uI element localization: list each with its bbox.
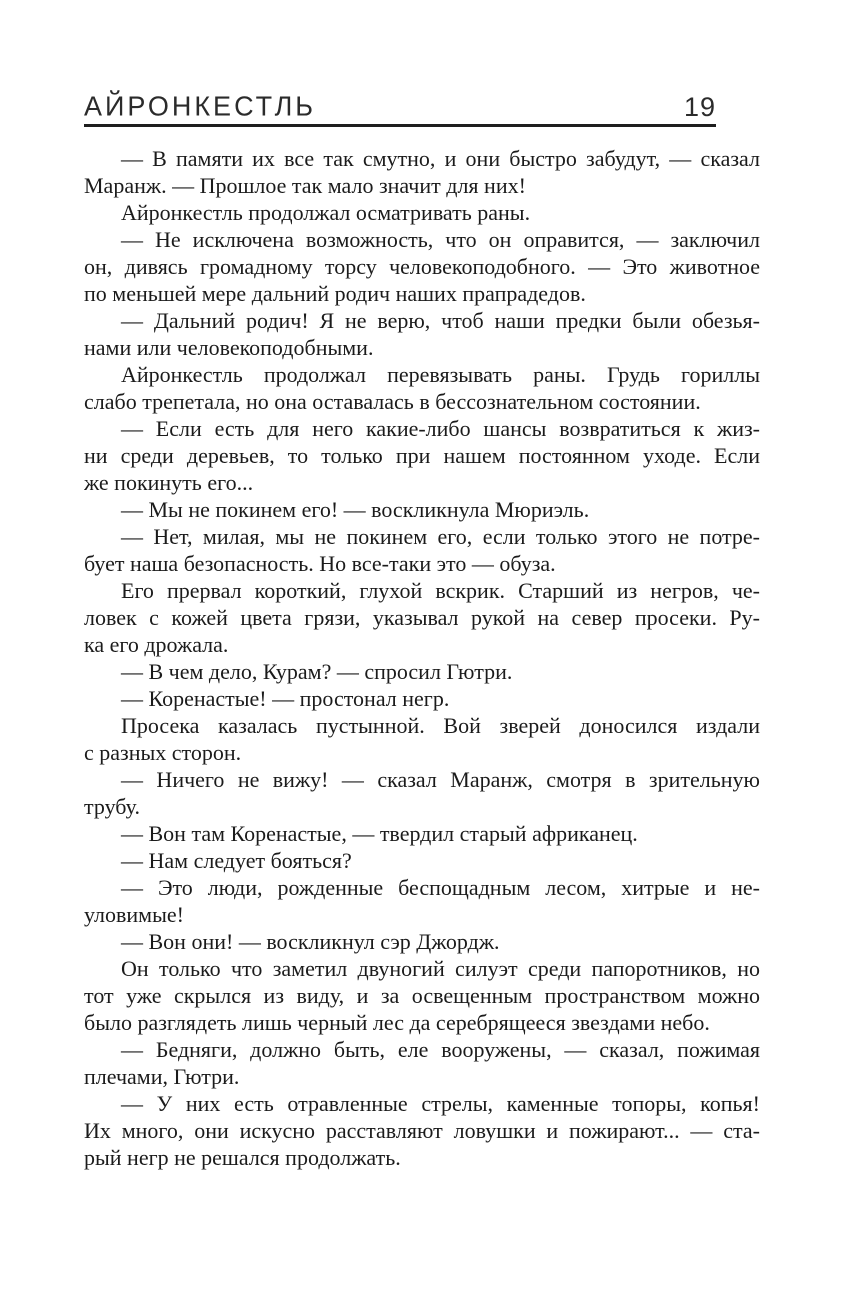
text-line: ка его дрожала. — [84, 632, 229, 657]
paragraph — [84, 658, 760, 685]
paragraph — [84, 766, 760, 820]
paragraph — [84, 226, 760, 307]
text-line: — Нам следует бояться? — [121, 848, 352, 873]
paragraph — [84, 307, 760, 361]
page-header — [84, 90, 716, 123]
paragraph — [84, 496, 760, 523]
paragraph — [84, 685, 760, 712]
paragraph — [84, 820, 760, 847]
text-line: Просека казалась пустынной. Вой зверей доносился издали — [121, 713, 760, 738]
text-line: — Нет, милая, мы не покинем его, если только этого не потре- — [121, 524, 760, 549]
paragraph — [84, 1090, 760, 1171]
text-line: тот уже скрылся из виду, и за освещенным пространством можно — [84, 983, 760, 1008]
text-line: Айронкестль продолжал перевязывать раны. Грудь гориллы — [121, 362, 760, 387]
text-line: Маранж. — Прошлое так мало значит для них! — [84, 173, 526, 198]
text-line: — Дальний родич! Я не верю, чтоб наши предки были обезья- — [121, 308, 760, 333]
text-line: — Бедняги, должно быть, еле вооружены, — сказал, пожимая — [121, 1037, 760, 1062]
text-line: Он только что заметил двуногий силуэт среди папоротников, но — [121, 956, 760, 981]
text-line: ловек с кожей цвета грязи, указывал рукой на север просеки. Ру- — [84, 605, 760, 630]
text-line: — Вон они! — воскликнул сэр Джордж. — [121, 929, 500, 954]
paragraph — [84, 712, 760, 766]
text-line: — Мы не покинем его! — воскликнула Мюриэль. — [121, 497, 590, 522]
running-title: АЙРОНКЕСТЛЬ — [84, 90, 317, 122]
text-line: — Если есть для него какие-либо шансы возвратиться к жиз- — [121, 416, 760, 441]
text-line: — В памяти их все так смутно, и они быстро забудут, — сказал — [121, 146, 760, 171]
text-line: плечами, Гютри. — [84, 1064, 240, 1089]
text-line: трубу. — [84, 794, 140, 819]
paragraph — [84, 1036, 760, 1090]
text-line: же покинуть его... — [84, 470, 254, 495]
paragraph — [84, 523, 760, 577]
text-line: — Вон там Коренастые, — твердил старый африканец. — [121, 821, 638, 846]
text-line: Их много, они искусно расставляют ловушки и пожирают... — ста- — [84, 1118, 760, 1143]
text-line: по меньшей мере дальний родич наших прапрадедов. — [84, 281, 586, 306]
text-line: Его прервал короткий, глухой вскрик. Старший из негров, че- — [121, 578, 760, 603]
text-line: Айронкестль продолжал осматривать раны. — [121, 200, 531, 225]
text-line: — В чем дело, Курам? — спросил Гютри. — [121, 659, 513, 684]
paragraph — [84, 577, 760, 658]
body-text — [84, 145, 760, 1171]
paragraph — [84, 361, 760, 415]
text-line: слабо трепетала, но она оставалась в бессознательном состоянии. — [84, 389, 701, 414]
text-line: — Ничего не вижу! — сказал Маранж, смотря в зрительную — [121, 767, 760, 792]
text-line: — У них есть отравленные стрелы, каменные топоры, копья! — [121, 1091, 760, 1116]
paragraph — [84, 874, 760, 928]
text-line: ни среди деревьев, то только при нашем постоянном уходе. Если — [84, 443, 760, 468]
page-number: 19 — [683, 92, 716, 122]
text-line: было разглядеть лишь черный лес да серебрящееся звездами небо. — [84, 1010, 710, 1035]
text-line: — Не исключена возможность, что он оправится, — заключил — [121, 227, 760, 252]
text-line: рый негр не решался продолжать. — [84, 1145, 401, 1170]
text-line: бует наша безопасность. Но все-таки это — обуза. — [84, 551, 556, 576]
text-line: — Коренастые! — простонал негр. — [121, 686, 450, 711]
paragraph — [84, 955, 760, 1036]
text-line: — Это люди, рожденные беспощадным лесом, хитрые и не- — [121, 875, 760, 900]
text-line: с разных сторон. — [84, 740, 242, 765]
paragraph — [84, 199, 760, 226]
paragraph — [84, 847, 760, 874]
header-rule — [84, 124, 716, 127]
text-line: нами или человекоподобными. — [84, 335, 374, 360]
text-line: он, дивясь громадному торсу человекоподобного. — Это животное — [84, 254, 760, 279]
paragraph — [84, 415, 760, 496]
paragraph — [84, 928, 760, 955]
paragraph — [84, 145, 760, 199]
text-line: уловимые! — [84, 902, 184, 927]
